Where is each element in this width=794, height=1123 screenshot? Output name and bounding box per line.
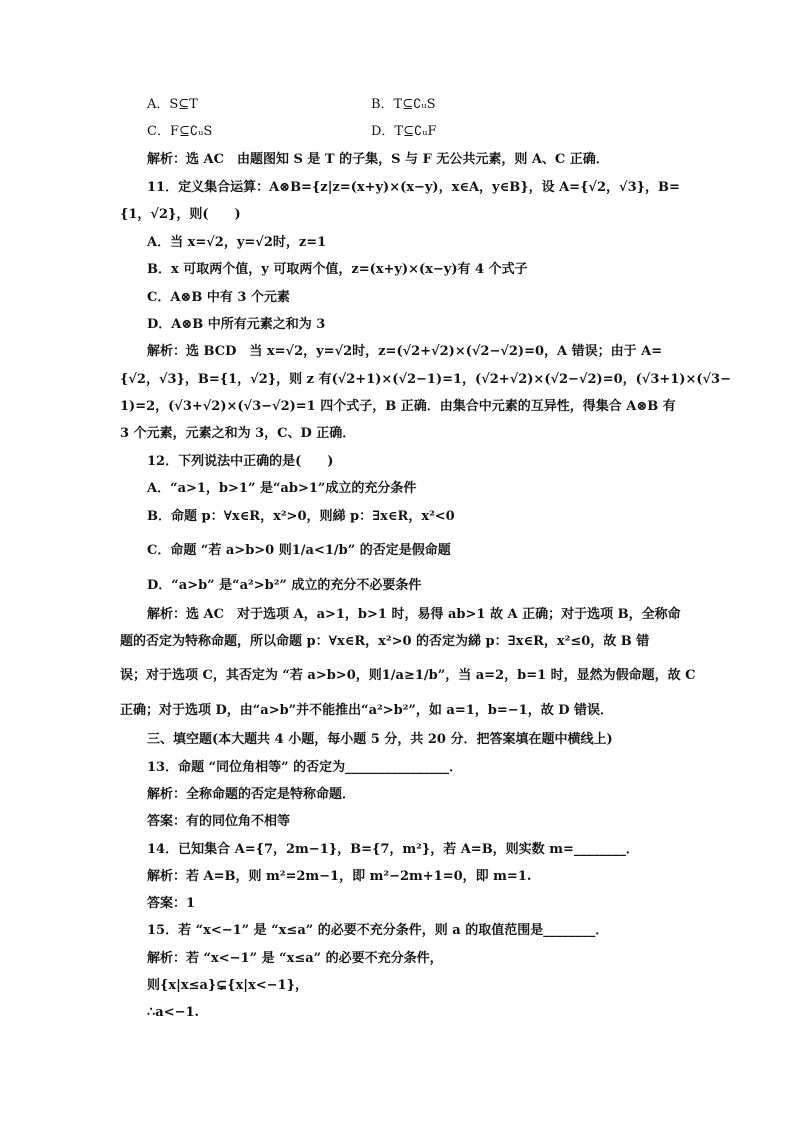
q12-option-c: C．命题 “若 a>b>0 则1/a<1/b” 的否定是假命题	[147, 543, 451, 558]
q12-solution-line3: 误；对于选项 C，其否定为 “若 a>b>0，则1/a≥1/b”，当 a=2，b=1 时，显然为假命题，故 C	[120, 668, 696, 683]
q10-option-d: D．T⊆∁ᵤF	[371, 124, 437, 139]
q11-solution-line4: 3 个元素，元素之和为 3，C、D 正确．	[120, 426, 356, 441]
q12-option-b: B．命题 p：∀x∈R，x²>0，则綈 p：∃x∈R，x²<0	[147, 509, 455, 524]
q13-stem: 13．命题 “同位角相等” 的否定为________________．	[147, 760, 463, 775]
q12-stem: 12．下列说法中正确的是( )	[147, 454, 334, 469]
q15-stem: 15．若 “x<−1” 是 “x≤a” 的必要不充分条件，则 a 的取值范围是________．	[147, 923, 609, 938]
q15-solution-line3: ∴a<−1.	[147, 1005, 200, 1020]
q11-solution-line3: 1)=2，(√3+√2)×(√3−√2)=1 四个式子，B 正确．由集合中元素的互异性，得集合 A⊗B 有	[120, 399, 676, 414]
q10-solution: 解析：选 AC 由题图知 S 是 T 的子集，S 与 F 无公共元素，则 A、C 正确．	[147, 152, 609, 167]
q15-solution-line1: 解析：若 “x<−1” 是 “x≤a” 的必要不充分条件，	[147, 951, 443, 966]
q14-stem: 14．已知集合 A={7，2m−1}，B={7，m²}，若 A=B，则实数 m=________．	[147, 842, 639, 857]
q13-answer: 答案：有的同位角不相等	[147, 814, 291, 829]
q11-solution-line1: 解析：选 BCD 当 x=√2，y=√2时，z=(√2+√2)×(√2−√2)=0，A 错误；由于 A=	[147, 344, 663, 359]
q12-solution-line1: 解析：选 AC 对于选项 A，a>1，b>1 时，易得 ab>1 故 A 正确；对于选项 B，全称命	[147, 607, 681, 622]
q10-option-a: A．S⊆T	[147, 97, 198, 112]
q12-solution-line2: 题的否定为特称命题，所以命题 p：∀x∈R，x²>0 的否定为綈 p：∃x∈R，x²≤0，故 B 错	[120, 634, 650, 649]
q11-option-d: D．A⊗B 中所有元素之和为 3	[147, 317, 326, 332]
q11-solution-line2: {√2，√3}，B={1，√2}，则 z 有(√2+1)×(√2−1)=1，(√2+√2)×(√2−√2)=0，(√3+1)×(√3−	[120, 372, 731, 387]
q10-option-b: B．T⊆∁ᵤS	[371, 97, 436, 112]
q12-solution-line4: 正确；对于选项 D，由“a>b”并不能推出“a²>b²”，如 a=1，b=−1，故 D 错误．	[120, 703, 614, 718]
q11-option-b: B．x 可取两个值，y 可取两个值，z=(x+y)×(x−y)有 4 个式子	[147, 262, 528, 277]
q14-answer: 答案：1	[147, 896, 196, 911]
q11-option-a: A．当 x=√2，y=√2时，z=1	[147, 235, 327, 250]
q11-stem-line1: 11．定义集合运算：A⊗B={z|z=(x+y)×(x−y)，x∈A，y∈B}，设 A={√2，√3}，B=	[147, 180, 680, 195]
q14-solution: 解析：若 A=B，则 m²=2m−1，即 m²−2m+1=0，即 m=1.	[147, 869, 532, 884]
section-3-heading: 三、填空题(本大题共 4 小题，每小题 5 分，共 20 分．把答案填在题中横线上)	[147, 732, 613, 747]
q12-option-a: A．“a>1，b>1” 是“ab>1”成立的充分条件	[147, 481, 417, 496]
q11-stem-line2: {1，√2}，则( )	[120, 207, 241, 222]
q12-option-d: D．“a>b” 是“a²>b²” 成立的充分不必要条件	[147, 578, 422, 593]
q11-option-c: C．A⊗B 中有 3 个元素	[147, 290, 290, 305]
q10-option-c: C．F⊆∁ᵤS	[147, 124, 213, 139]
q13-solution: 解析：全称命题的否定是特称命题．	[147, 787, 356, 802]
q15-solution-line2: 则{x|x≤a}⊊{x|x<−1}，	[147, 978, 308, 993]
